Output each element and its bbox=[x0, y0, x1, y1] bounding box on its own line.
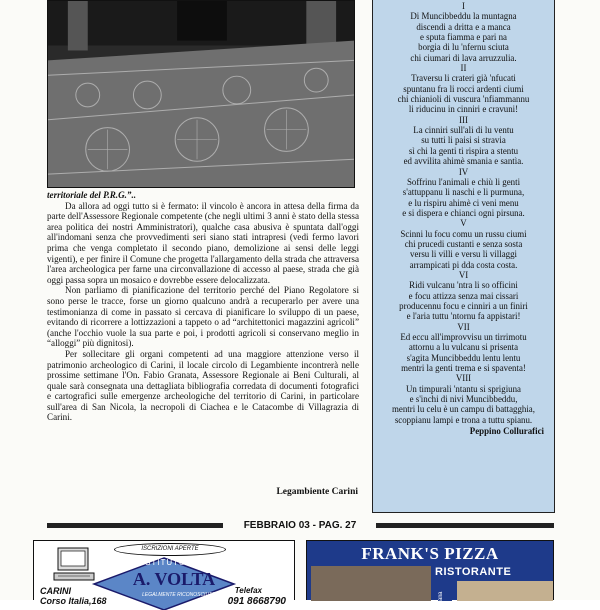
poem-line: e si dispera e chianci ogni pirsuna. bbox=[402, 207, 525, 218]
poem-line: spuntanu fra li rocci ardenti ciumi bbox=[403, 83, 524, 94]
poem-line: sì chi la genti ti rispira a stentu bbox=[408, 145, 519, 156]
mosaic-image bbox=[48, 1, 354, 187]
poem-line: mentri la genti trema e si spaventa! bbox=[401, 363, 526, 374]
ad-legal-label: LEGALMENTE RICONOSCIUTO bbox=[142, 592, 216, 598]
page-folio: FEBBRAIO 03 - PAG. 27 bbox=[243, 520, 357, 531]
stanza bbox=[373, 167, 554, 219]
poem-line: Ridi vulcanu 'ntra li so officini bbox=[409, 280, 518, 291]
poem-line: e focu attizza senza mai cissari bbox=[408, 290, 519, 301]
stanza bbox=[373, 63, 554, 115]
stanza bbox=[373, 115, 554, 167]
poem-line: s'agita Muncibbeddu lentu lentu bbox=[406, 352, 521, 363]
poem-line: ed avvilita ahimè smania e santìa. bbox=[403, 156, 524, 167]
stanza bbox=[373, 1, 554, 63]
poem-line: chi prucedi custanti e senza sosta bbox=[404, 238, 523, 249]
poem-line: e sputa fiamma e pari na bbox=[420, 32, 507, 43]
computer-icon bbox=[50, 546, 100, 584]
ad-telefax-label: Telefax bbox=[234, 586, 262, 595]
poem-line: arrampicati pi dda costa costa. bbox=[409, 259, 518, 270]
ad-city: CARINI bbox=[40, 586, 71, 596]
ad-phone: 091 8668790 bbox=[227, 596, 286, 607]
poem-line: attornu a lu vulcanu si prisenta bbox=[408, 342, 519, 353]
poem-line: chi chianioli di vuscura 'nfiammannu bbox=[397, 94, 530, 105]
poem-box bbox=[372, 0, 555, 513]
stanza bbox=[373, 270, 554, 322]
poem-line: mentri lu celu è un campu di battagghia, bbox=[392, 404, 535, 415]
stanza-number: II bbox=[460, 63, 467, 74]
footer-rule-left bbox=[47, 523, 223, 528]
stanza-number: III bbox=[459, 114, 468, 125]
stanza-number: VIII bbox=[455, 373, 472, 384]
poem-line: versu li villi e versu li villaggi bbox=[410, 249, 517, 260]
stanza bbox=[373, 373, 554, 425]
article-body bbox=[47, 190, 359, 423]
article-paragraph: Non parliamo di pianificazione del territorio perché del Piano Regolatore si sono perse le tracce, forse un giorno qualcuno andrà a recuperarlo per avere una testimonianza di come in passato si cercava di pianificare lo sviluppo di un paese, evitando di ricorrere a lottizzazioni a tappeto o ad “architettonici magazzini agricoli” (anche l'occhio vuole la sua parte e poi, i prodotti agricoli si conservano meglio in “alloggi” più dignitosi). bbox=[47, 285, 359, 349]
restaurant-photo bbox=[311, 566, 431, 601]
poem-line: La cinniri sull'ali di lu ventu bbox=[413, 125, 514, 136]
poem-line: Traversu li crateri già 'nfucati bbox=[411, 73, 516, 84]
poem-author: Peppino Collurafici bbox=[469, 426, 544, 437]
ad-istituto-volta[interactable] bbox=[33, 540, 295, 607]
poem-line: e s'inchi di nivi Muncibbeddu, bbox=[409, 394, 518, 405]
ad-side-text: alia bbox=[438, 581, 452, 601]
ad-istituto-label: ISTITUTO bbox=[141, 558, 187, 567]
stanza bbox=[373, 218, 554, 270]
stanza-number: I bbox=[462, 1, 465, 11]
ad-pizza-subtitle: RISTORANTE bbox=[435, 566, 512, 578]
ad-address: Corso Italia,168 bbox=[40, 596, 107, 606]
poem-line: li riducinu in cinniri e cravuni! bbox=[408, 104, 519, 115]
poem-line: su tutti li paisi si stravia bbox=[421, 135, 506, 146]
poem-line: scoppianu lampi e trona a tuttu spianu. bbox=[394, 414, 533, 425]
ad-volta-name: A. VOLTA bbox=[132, 569, 216, 589]
poem-line: Ed eccu all'improvvisu un tirrimotu bbox=[400, 332, 527, 342]
ad-franks-pizza[interactable] bbox=[306, 540, 554, 600]
ad-banner: ISCRIZIONI APERTE bbox=[114, 543, 226, 556]
poem-line: chi ciumari di lava arruzzulia. bbox=[410, 52, 517, 63]
article-lead: territoriale del P.R.G.”.. bbox=[47, 190, 137, 200]
poem-line: Un timpurali 'ntantu si sprigiuna bbox=[406, 383, 521, 394]
poem-line: s'attuppanu li naschi e li purmuna, bbox=[402, 187, 525, 198]
poem-line: Scinni lu focu comu un russu ciumi bbox=[400, 228, 527, 239]
stanza-number: V bbox=[460, 218, 467, 229]
article-signature: Legambiente Carini bbox=[276, 487, 358, 497]
ad-pizza-title: FRANK'S PIZZA bbox=[361, 544, 499, 563]
stanza-number: VII bbox=[457, 321, 470, 332]
poem-line: borgia di lu 'nfernu sciuta bbox=[418, 42, 509, 53]
article-paragraph: Per sollecitare gli organi competenti ad una maggiore attenzione verso il patrimonio archeologico di Carini, il locale circolo di Legambiente incontrerà nelle prossime settimane l'On. Fabio Granata, Assessore Regionale ai Beni Culturali, al quale sarà consegnata una dettagliata bibliografia corredata di documenti fotografici e cartografici sulle emergenze archeologiche del territorio di Carini, in particolare sull'area di San Nicola, la necropoli di Ciachea e le Catacombe di Villagrazia di Carini. bbox=[47, 348, 359, 423]
poem-line: Soffrinu l'animali e chiù li genti bbox=[406, 176, 521, 187]
stanza bbox=[373, 322, 554, 374]
article-paragraph: Da allora ad oggi tutto si è fermato: il vincolo è ancora in attesa della firma da parte dell'Assessore Regionale competente (che negli ultimi 3 anni è stato della stessa area politica dei nostri Amministratori), qualche casa abusiva è spuntata dall'oggi all'indomani senza che provvedimenti seri siano stati intrapresi (vedi fermo lavori prima che venga completato il secondo piano, demolizione ai sensi delle leggi vigenti), e per finire il Comune che progetta l'allargamento della strada che attraversa l'area archeologica per farne una circonvallazione di accesso al paese, strada che già oggi passa sopra un mosaico e dovrebbe essere delocalizzata. bbox=[47, 200, 359, 285]
footer-rule-right bbox=[376, 523, 554, 528]
stanza-number: VI bbox=[458, 269, 469, 280]
mosaic-photo bbox=[47, 0, 355, 188]
poem-line: e lu rispiru ahimè ci veni menu bbox=[408, 197, 519, 208]
poem-line: e l'aria tuttu 'ntornu fa appistari! bbox=[406, 311, 521, 322]
restaurant-photo-2 bbox=[457, 581, 553, 601]
stanza-number: IV bbox=[458, 166, 469, 177]
poem-line: discendi a dritta e a manca bbox=[416, 21, 511, 32]
poem-line: Di Muncibbeddu la muntagna bbox=[410, 11, 517, 22]
poem-line: producennu focu e cinniri a un finiri bbox=[399, 300, 528, 311]
